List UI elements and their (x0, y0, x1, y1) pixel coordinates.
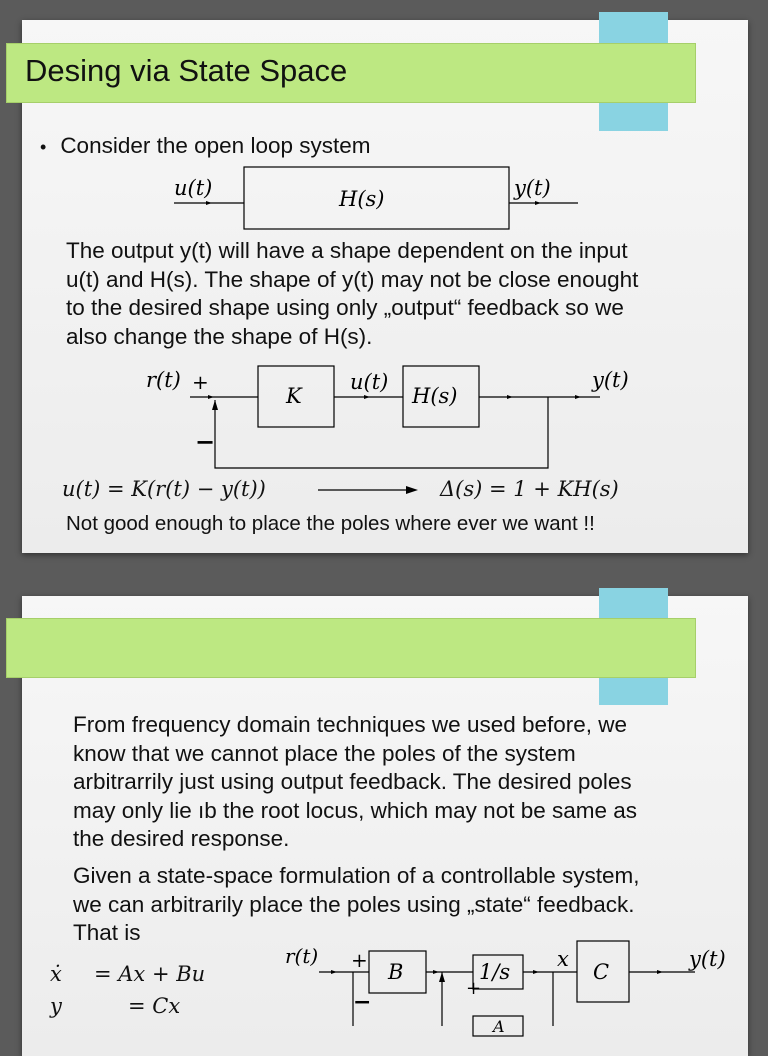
input-label-ut: u(t) (174, 176, 213, 200)
output-label-yt: y(t) (592, 368, 629, 392)
slide-title-bar (6, 618, 696, 678)
block-label-a: A (493, 1017, 505, 1036)
control-law-equation: u(t) = K(r(t) − y(t)) (62, 477, 266, 501)
block-label-hs: H(s) (339, 187, 385, 211)
output-feedback-diagram (140, 360, 660, 472)
bullet-text: Consider the open loop system (60, 133, 371, 158)
paragraph-line: we can arbitrarily place the poles using „state“ feedback. (73, 891, 635, 917)
input-label-rt: r(t) (285, 944, 319, 968)
block-label-b: B (388, 960, 404, 984)
paragraph-line: know that we cannot place the poles of the system (73, 740, 576, 766)
paragraph-line: Given a state-space formulation of a controllable system, (73, 863, 640, 888)
block-label-hs: H(s) (412, 384, 458, 408)
state-eq-lhs-2: y (50, 994, 62, 1018)
paragraph-line: From frequency domain techniques we used before, we (73, 712, 628, 737)
conclusion-text: Not good enough to place the poles where ever we want !! (66, 512, 595, 535)
open-loop-diagram (162, 165, 592, 240)
state-eq-rhs-1: = Ax + Bu (94, 962, 206, 986)
state-label-x: x (557, 947, 569, 971)
block-label-k: K (286, 384, 302, 408)
characteristic-equation: Δ(s) = 1 + KH(s) (440, 477, 619, 501)
slide-1 (22, 20, 748, 553)
paragraph-line: the desired response. (73, 826, 290, 851)
paragraph-1 (66, 237, 638, 351)
state-eq-rhs-2: = Cx (128, 994, 181, 1018)
bullet-item (40, 132, 371, 162)
paragraph-line: may only lie ıb the root locus, which may not be same as (73, 797, 638, 823)
slide-title-bar (6, 43, 696, 103)
paragraph-line: arbitrarrily just using output feedback. The desired poles (73, 769, 632, 794)
slide-title: Desing via State Space (25, 53, 348, 88)
paragraph-1 (73, 711, 637, 854)
paragraph-2 (73, 862, 640, 948)
paragraph-line: also change the shape of H(s). (66, 323, 373, 349)
plus-sign-2: + (466, 978, 482, 999)
block-label-integrator: 1/s (479, 960, 511, 984)
input-label-rt: r(t) (146, 368, 181, 392)
paragraph-line: u(t) and H(s). The shape of y(t) may not be close enought (66, 266, 639, 292)
plus-sign: + (351, 948, 368, 972)
block-label-c: C (593, 960, 610, 984)
state-eq-lhs-1: ẋ (50, 962, 62, 986)
paragraph-line: to the desired shape using only „output“ feedback so we (66, 295, 624, 320)
state-feedback-diagram (257, 936, 737, 1036)
minus-sign: − (195, 427, 216, 456)
plus-sign: + (192, 370, 209, 394)
paragraph-line: That is (73, 920, 141, 945)
implication-arrow (318, 484, 420, 496)
minus-sign: − (353, 989, 372, 1015)
paragraph-line: The output y(t) will have a shape dependent on the input (66, 238, 628, 263)
output-label-yt: y(t) (514, 176, 551, 200)
bullet-dot: • (40, 137, 47, 157)
signal-label-ut: u(t) (350, 370, 389, 394)
output-label-yt: y(t) (689, 947, 726, 971)
slide-2 (22, 596, 748, 1056)
